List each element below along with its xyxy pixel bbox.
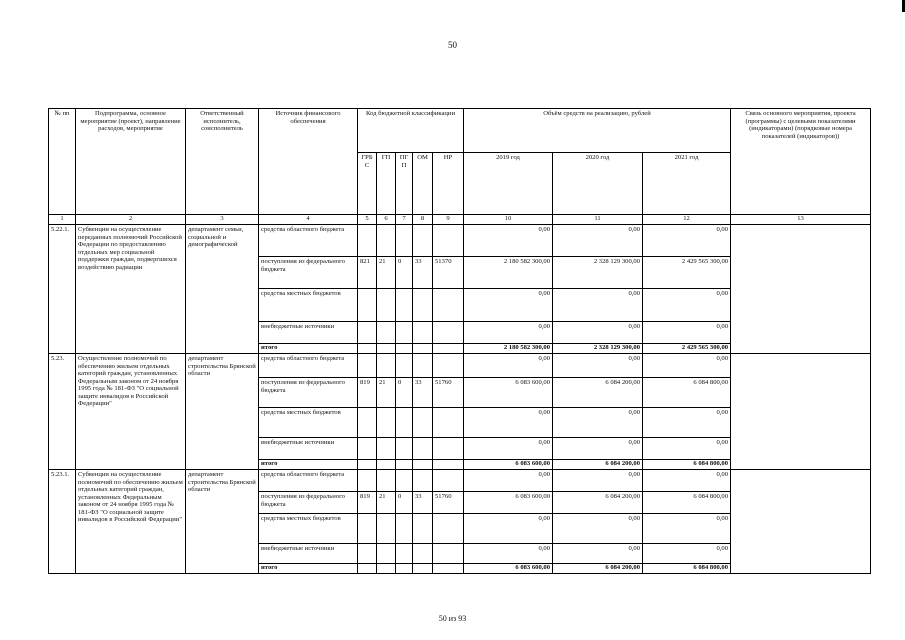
header-2020: 2020 год	[553, 153, 643, 215]
amount-2021: 6 084 800,00	[643, 378, 731, 408]
total-label: итого	[259, 460, 358, 470]
column-number: 12	[643, 215, 731, 225]
om-cell	[413, 408, 433, 438]
column-number: 9	[433, 215, 464, 225]
gp-cell: 21	[377, 378, 396, 408]
grbs-cell	[358, 354, 377, 378]
pgp-cell	[396, 225, 413, 257]
indicator-link-cell	[731, 225, 871, 354]
gp-cell: 21	[377, 492, 396, 514]
budget-table	[48, 108, 871, 574]
header-gp: ГП	[377, 153, 396, 215]
amount-2019: 0,00	[464, 289, 553, 322]
item-number: 5.23.	[49, 354, 76, 470]
amount-2019: 0,00	[464, 225, 553, 257]
item-name: Осуществление полномочий по обеспечению жильем отдельных категорий граждан, установленных Федеральным законом от 24 ноября 1995 года № 181-ФЗ "О социальной защите инвалидов в Российской Федерации"	[76, 354, 186, 470]
source-cell: внебюджетные источники	[259, 322, 358, 344]
om-cell	[413, 438, 433, 460]
column-number: 1	[49, 215, 76, 225]
pgp-cell	[396, 564, 413, 574]
amount-2019: 0,00	[464, 438, 553, 460]
pgp-cell: 0	[396, 492, 413, 514]
amount-2020: 0,00	[553, 225, 643, 257]
nr-cell: 51370	[433, 257, 464, 289]
total-label: итого	[259, 564, 358, 574]
pgp-cell	[396, 354, 413, 378]
item-number: 5.23.1.	[49, 470, 76, 574]
amount-2020: 0,00	[553, 470, 643, 492]
column-number: 10	[464, 215, 553, 225]
header-budget-code: Код бюджетной классификации	[358, 109, 464, 153]
grbs-cell	[358, 460, 377, 470]
grbs-cell: 819	[358, 378, 377, 408]
grbs-cell: 819	[358, 492, 377, 514]
om-cell	[413, 470, 433, 492]
amount-2019: 6 083 600,00	[464, 492, 553, 514]
nr-cell	[433, 470, 464, 492]
nr-cell	[433, 354, 464, 378]
gp-cell	[377, 514, 396, 544]
grbs-cell	[358, 225, 377, 257]
gp-cell	[377, 564, 396, 574]
om-cell	[413, 322, 433, 344]
header-2021: 2021 год	[643, 153, 731, 215]
pgp-cell	[396, 322, 413, 344]
total-2021: 6 084 800,00	[643, 564, 731, 574]
om-cell	[413, 514, 433, 544]
om-cell: 33	[413, 492, 433, 514]
header-program: Подпрограмма, основное мероприятие (проект), направление расходов, мероприятие	[76, 109, 186, 215]
nr-cell	[433, 322, 464, 344]
pgp-cell	[396, 514, 413, 544]
pgp-cell	[396, 544, 413, 564]
amount-2020: 0,00	[553, 544, 643, 564]
om-cell: 33	[413, 378, 433, 408]
amount-2021: 0,00	[643, 225, 731, 257]
source-cell: средства областного бюджета	[259, 470, 358, 492]
source-cell: внебюджетные источники	[259, 438, 358, 460]
grbs-cell	[358, 438, 377, 460]
amount-2019: 2 180 582 300,00	[464, 257, 553, 289]
grbs-cell	[358, 289, 377, 322]
item-name: Субвенции на осуществление переданных полномочий Российской Федерации по предоставлению отдельных мер социальной поддержки граждан, подвергшихся воздействию радиации	[76, 225, 186, 354]
header-om: ОМ	[413, 153, 433, 215]
column-number: 3	[186, 215, 259, 225]
om-cell	[413, 289, 433, 322]
amount-2020: 6 084 200,00	[553, 378, 643, 408]
amount-2019: 0,00	[464, 470, 553, 492]
indicator-link-cell	[731, 354, 871, 470]
amount-2020: 0,00	[553, 408, 643, 438]
header-grbs: ГРБ С	[358, 153, 377, 215]
gp-cell: 21	[377, 257, 396, 289]
grbs-cell	[358, 470, 377, 492]
column-number: 6	[377, 215, 396, 225]
gp-cell	[377, 344, 396, 354]
pgp-cell	[396, 408, 413, 438]
amount-2019: 0,00	[464, 514, 553, 544]
pgp-cell	[396, 460, 413, 470]
pgp-cell	[396, 438, 413, 460]
source-cell: средства областного бюджета	[259, 354, 358, 378]
column-numbers-row	[49, 215, 871, 225]
grbs-cell	[358, 564, 377, 574]
amount-2021: 6 084 800,00	[643, 492, 731, 514]
grbs-cell	[358, 544, 377, 564]
amount-2020: 0,00	[553, 322, 643, 344]
amount-2019: 0,00	[464, 354, 553, 378]
source-cell: внебюджетные источники	[259, 544, 358, 564]
nr-cell	[433, 344, 464, 354]
total-2019: 6 083 600,00	[464, 564, 553, 574]
pgp-cell	[396, 470, 413, 492]
source-cell: поступления из федерального бюджета	[259, 257, 358, 289]
source-cell: поступления из федерального бюджета	[259, 378, 358, 408]
item-number: 5.22.1.	[49, 225, 76, 354]
om-cell	[413, 354, 433, 378]
amount-2020: 0,00	[553, 289, 643, 322]
block-5-22-1	[49, 225, 871, 354]
amount-2020: 6 084 200,00	[553, 492, 643, 514]
amount-2019: 0,00	[464, 544, 553, 564]
om-cell	[413, 460, 433, 470]
amount-2021: 0,00	[643, 470, 731, 492]
om-cell	[413, 225, 433, 257]
item-responsible: департамент семьи, социальной и демографической	[186, 225, 259, 354]
gp-cell	[377, 460, 396, 470]
header-no: № пп	[49, 109, 76, 215]
amount-2020: 0,00	[553, 438, 643, 460]
header-source: Источник финансового обеспечения	[259, 109, 358, 215]
nr-cell	[433, 225, 464, 257]
grbs-cell	[358, 322, 377, 344]
nr-cell	[433, 460, 464, 470]
pgp-cell	[396, 344, 413, 354]
nr-cell: 51760	[433, 492, 464, 514]
item-name: Субвенции на осуществление полномочий по обеспечению жильем отдельных категорий граждан, установленных Федеральным законом от 24 ноября 1995 года № 181-ФЗ "О социальной защите инвалидов в Российской Федерации"	[76, 470, 186, 574]
nr-cell	[433, 438, 464, 460]
om-cell	[413, 544, 433, 564]
item-responsible: департамент строительства Брянской области	[186, 354, 259, 470]
amount-2021: 0,00	[643, 322, 731, 344]
nr-cell	[433, 514, 464, 544]
grbs-cell	[358, 514, 377, 544]
gp-cell	[377, 354, 396, 378]
source-cell: поступления из федерального бюджета	[259, 492, 358, 514]
pgp-cell	[396, 289, 413, 322]
amount-2020: 0,00	[553, 354, 643, 378]
column-number: 5	[358, 215, 377, 225]
column-number: 13	[731, 215, 871, 225]
amount-2021: 0,00	[643, 289, 731, 322]
source-cell: средства местных бюджетов	[259, 514, 358, 544]
total-label: итого	[259, 344, 358, 354]
gp-cell	[377, 544, 396, 564]
grbs-cell	[358, 408, 377, 438]
om-cell	[413, 564, 433, 574]
column-number: 7	[396, 215, 413, 225]
page-number: 50	[448, 40, 457, 50]
amount-2021: 0,00	[643, 354, 731, 378]
column-number: 2	[76, 215, 186, 225]
total-2019: 6 083 600,00	[464, 460, 553, 470]
indicator-link-cell	[731, 470, 871, 574]
amount-2021: 0,00	[643, 544, 731, 564]
header-link: Связь основного мероприятия, проекта (программы) с целевыми показателями (индикаторами) (порядковые номера показателей (индикаторов))	[731, 109, 871, 215]
nr-cell	[433, 289, 464, 322]
grbs-cell: 821	[358, 257, 377, 289]
source-cell: средства местных бюджетов	[259, 289, 358, 322]
gp-cell	[377, 322, 396, 344]
block-5-23-1	[49, 470, 871, 574]
pgp-cell: 0	[396, 257, 413, 289]
total-2021: 6 084 800,00	[643, 460, 731, 470]
total-2019: 2 180 582 300,00	[464, 344, 553, 354]
block-5-23	[49, 354, 871, 470]
header-responsible: Ответственный исполнитель, соисполнитель	[186, 109, 259, 215]
item-responsible: департамент строительства Брянской области	[186, 470, 259, 574]
page-footer: 50 из 93	[438, 614, 467, 623]
gp-cell	[377, 225, 396, 257]
column-number: 8	[413, 215, 433, 225]
om-cell	[413, 344, 433, 354]
gp-cell	[377, 470, 396, 492]
total-2020: 2 328 129 300,00	[553, 344, 643, 354]
nr-cell: 51760	[433, 378, 464, 408]
total-2020: 6 084 200,00	[553, 564, 643, 574]
nr-cell	[433, 544, 464, 564]
gp-cell	[377, 408, 396, 438]
nr-cell	[433, 408, 464, 438]
amount-2019: 0,00	[464, 322, 553, 344]
gp-cell	[377, 289, 396, 322]
amount-2020: 2 328 129 300,00	[553, 257, 643, 289]
amount-2021: 2 429 565 300,00	[643, 257, 731, 289]
amount-2019: 0,00	[464, 408, 553, 438]
source-cell: средства местных бюджетов	[259, 408, 358, 438]
amount-2021: 0,00	[643, 438, 731, 460]
amount-2019: 6 083 600,00	[464, 378, 553, 408]
header-volume: Объём средств на реализацию, рублей	[464, 109, 731, 153]
om-cell: 33	[413, 257, 433, 289]
gp-cell	[377, 438, 396, 460]
amount-2020: 0,00	[553, 514, 643, 544]
amount-2021: 0,00	[643, 514, 731, 544]
total-2020: 6 084 200,00	[553, 460, 643, 470]
column-number: 11	[553, 215, 643, 225]
grbs-cell	[358, 344, 377, 354]
header-pgp: ПГ П	[396, 153, 413, 215]
nr-cell	[433, 564, 464, 574]
header-2019: 2019 год	[464, 153, 553, 215]
source-cell: средства областного бюджета	[259, 225, 358, 257]
column-number: 4	[259, 215, 358, 225]
header-nr: НР	[433, 153, 464, 215]
amount-2021: 0,00	[643, 408, 731, 438]
total-2021: 2 429 565 300,00	[643, 344, 731, 354]
pgp-cell: 0	[396, 378, 413, 408]
